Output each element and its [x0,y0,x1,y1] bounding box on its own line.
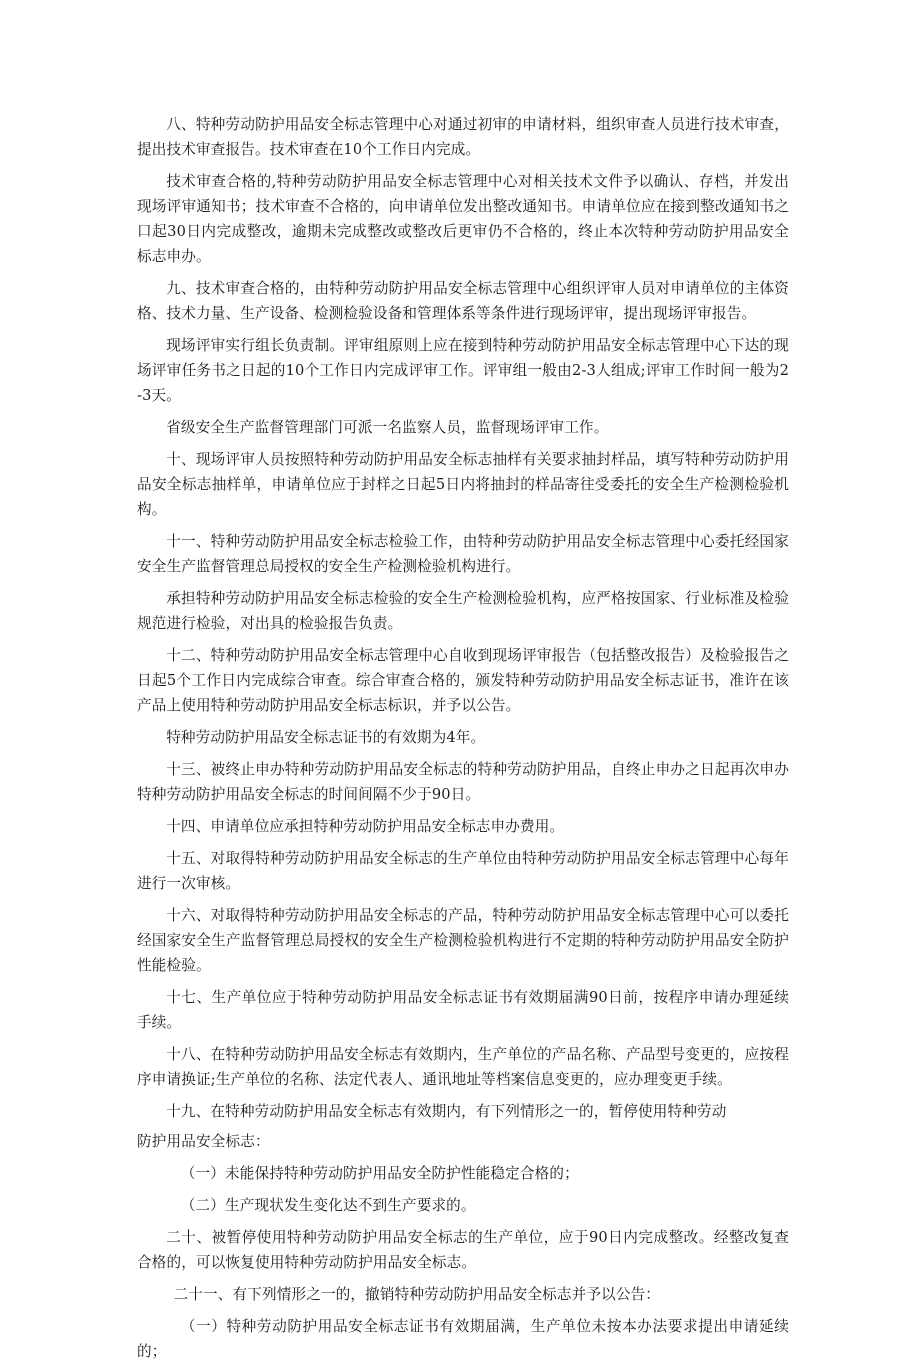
paragraph-16: 十六、对取得特种劳动防护用品安全标志的产品，特种劳动防护用品安全标志管理中心可以委托经国家安全生产监督管理总局授权的安全生产检测检验机构进行不定期的特种劳动防护用品安全防护性能检验。 [137,907,789,974]
list-item-19-2: （二）生产现状发生变化达不到生产要求的。 [180,1197,476,1214]
paragraph-21: 二十一、有下列情形之一的，撤销特种劳动防护用品安全标志并予以公告： [173,1286,661,1303]
paragraph-testing-institution: 承担特种劳动防护用品安全标志检验的安全生产检测检验机构，应严格按国家、行业标准及检验规范进行检验，对出具的检验报告负责。 [137,590,789,632]
document-page [137,112,789,1371]
paragraph-9: 九、技术审查合格的，由特种劳动防护用品安全标志管理中心组织评审人员对申请单位的主体资格、技术力量、生产设备、检测检验设备和管理体系等条件进行现场评审，提出现场评审报告。 [137,280,789,322]
paragraph-12: 十二、特种劳动防护用品安全标志管理中心自收到现场评审报告（包括整改报告）及检验报告之日起5个工作日内完成综合审查。综合审查合格的，颁发特种劳动防护用品安全标志证书，准许在该产品上使用特种劳动防护用品安全标志标识，并予以公告。 [137,647,789,714]
paragraph-17: 十七、生产单位应于特种劳动防护用品安全标志证书有效期届满90日前，按程序申请办理延续手续。 [137,989,789,1031]
list-item-21-1: （一）特种劳动防护用品安全标志证书有效期届满，生产单位未按本办法要求提出申请延续的； [137,1318,789,1360]
paragraph-15: 十五、对取得特种劳动防护用品安全标志的生产单位由特种劳动防护用品安全标志管理中心每年进行一次审核。 [137,850,789,892]
paragraph-19-continuation: 防护用品安全标志： [137,1133,270,1150]
paragraph-certificate-validity: 特种劳动防护用品安全标志证书的有效期为4年。 [166,729,486,746]
paragraph-11: 十一、特种劳动防护用品安全标志检验工作，由特种劳动防护用品安全标志管理中心委托经国家安全生产监督管理总局授权的安全生产检测检验机构进行。 [137,533,789,575]
paragraph-tech-review-pass: 技术审查合格的,特种劳动防护用品安全标志管理中心对相关技术文件予以确认、存档，并发出现场评审通知书；技术审查不合格的，向申请单位发出整改通知书。申请单位应在接到整改通知书之口起30日内完成整改，逾期未完成整改或整改后更审仍不合格的，终止本次特种劳动防护用品安全标志申办。 [137,173,789,265]
paragraph-8: 八、特种劳动防护用品安全标志管理中心对通过初审的申请材料，组织审查人员进行技术审查，提出技术审查报告。技术审查在10个工作日内完成。 [137,116,789,158]
list-item-19-1: （一）未能保持特种劳动防护用品安全防护性能稳定合格的； [180,1165,579,1182]
paragraph-18: 十八、在特种劳动防护用品安全标志有效期内，生产单位的产品名称、产品型号变更的，应按程序申请换证;生产单位的名称、法定代表人、通讯地址等档案信息变更的，应办理变更手续。 [137,1046,789,1088]
paragraph-site-review-leader: 现场评审实行组长负责制。评审组原则上应在接到特种劳动防护用品安全标志管理中心下达的现场评审任务书之日起的10个工作日内完成评审工作。评审组一般由2-3人组成;评审工作时间一般为2-3天。 [137,337,789,404]
paragraph-19: 十九、在特种劳动防护用品安全标志有效期内，有下列情形之一的，暂停使用特种劳动 [166,1103,727,1120]
paragraph-20: 二十、被暂停使用特种劳动防护用品安全标志的生产单位，应于90日内完成整改。经整改复查合格的，可以恢复使用特种劳动防护用品安全标志。 [137,1229,789,1271]
paragraph-10: 十、现场评审人员按照特种劳动防护用品安全标志抽样有关要求抽封样品，填写特种劳动防护用品安全标志抽样单，申请单位应于封样之日起5日内将抽封的样品寄往受委托的安全生产检测检验机构。 [137,451,789,518]
paragraph-13: 十三、被终止申办特种劳动防护用品安全标志的特种劳动防护用品，自终止申办之日起再次申办特种劳动防护用品安全标志的时间间隔不少于90日。 [137,761,789,803]
paragraph-14: 十四、申请单位应承担特种劳动防护用品安全标志申办费用。 [166,818,565,835]
paragraph-provincial-supervision: 省级安全生产监督管理部门可派一名监察人员，监督现场评审工作。 [166,419,609,436]
